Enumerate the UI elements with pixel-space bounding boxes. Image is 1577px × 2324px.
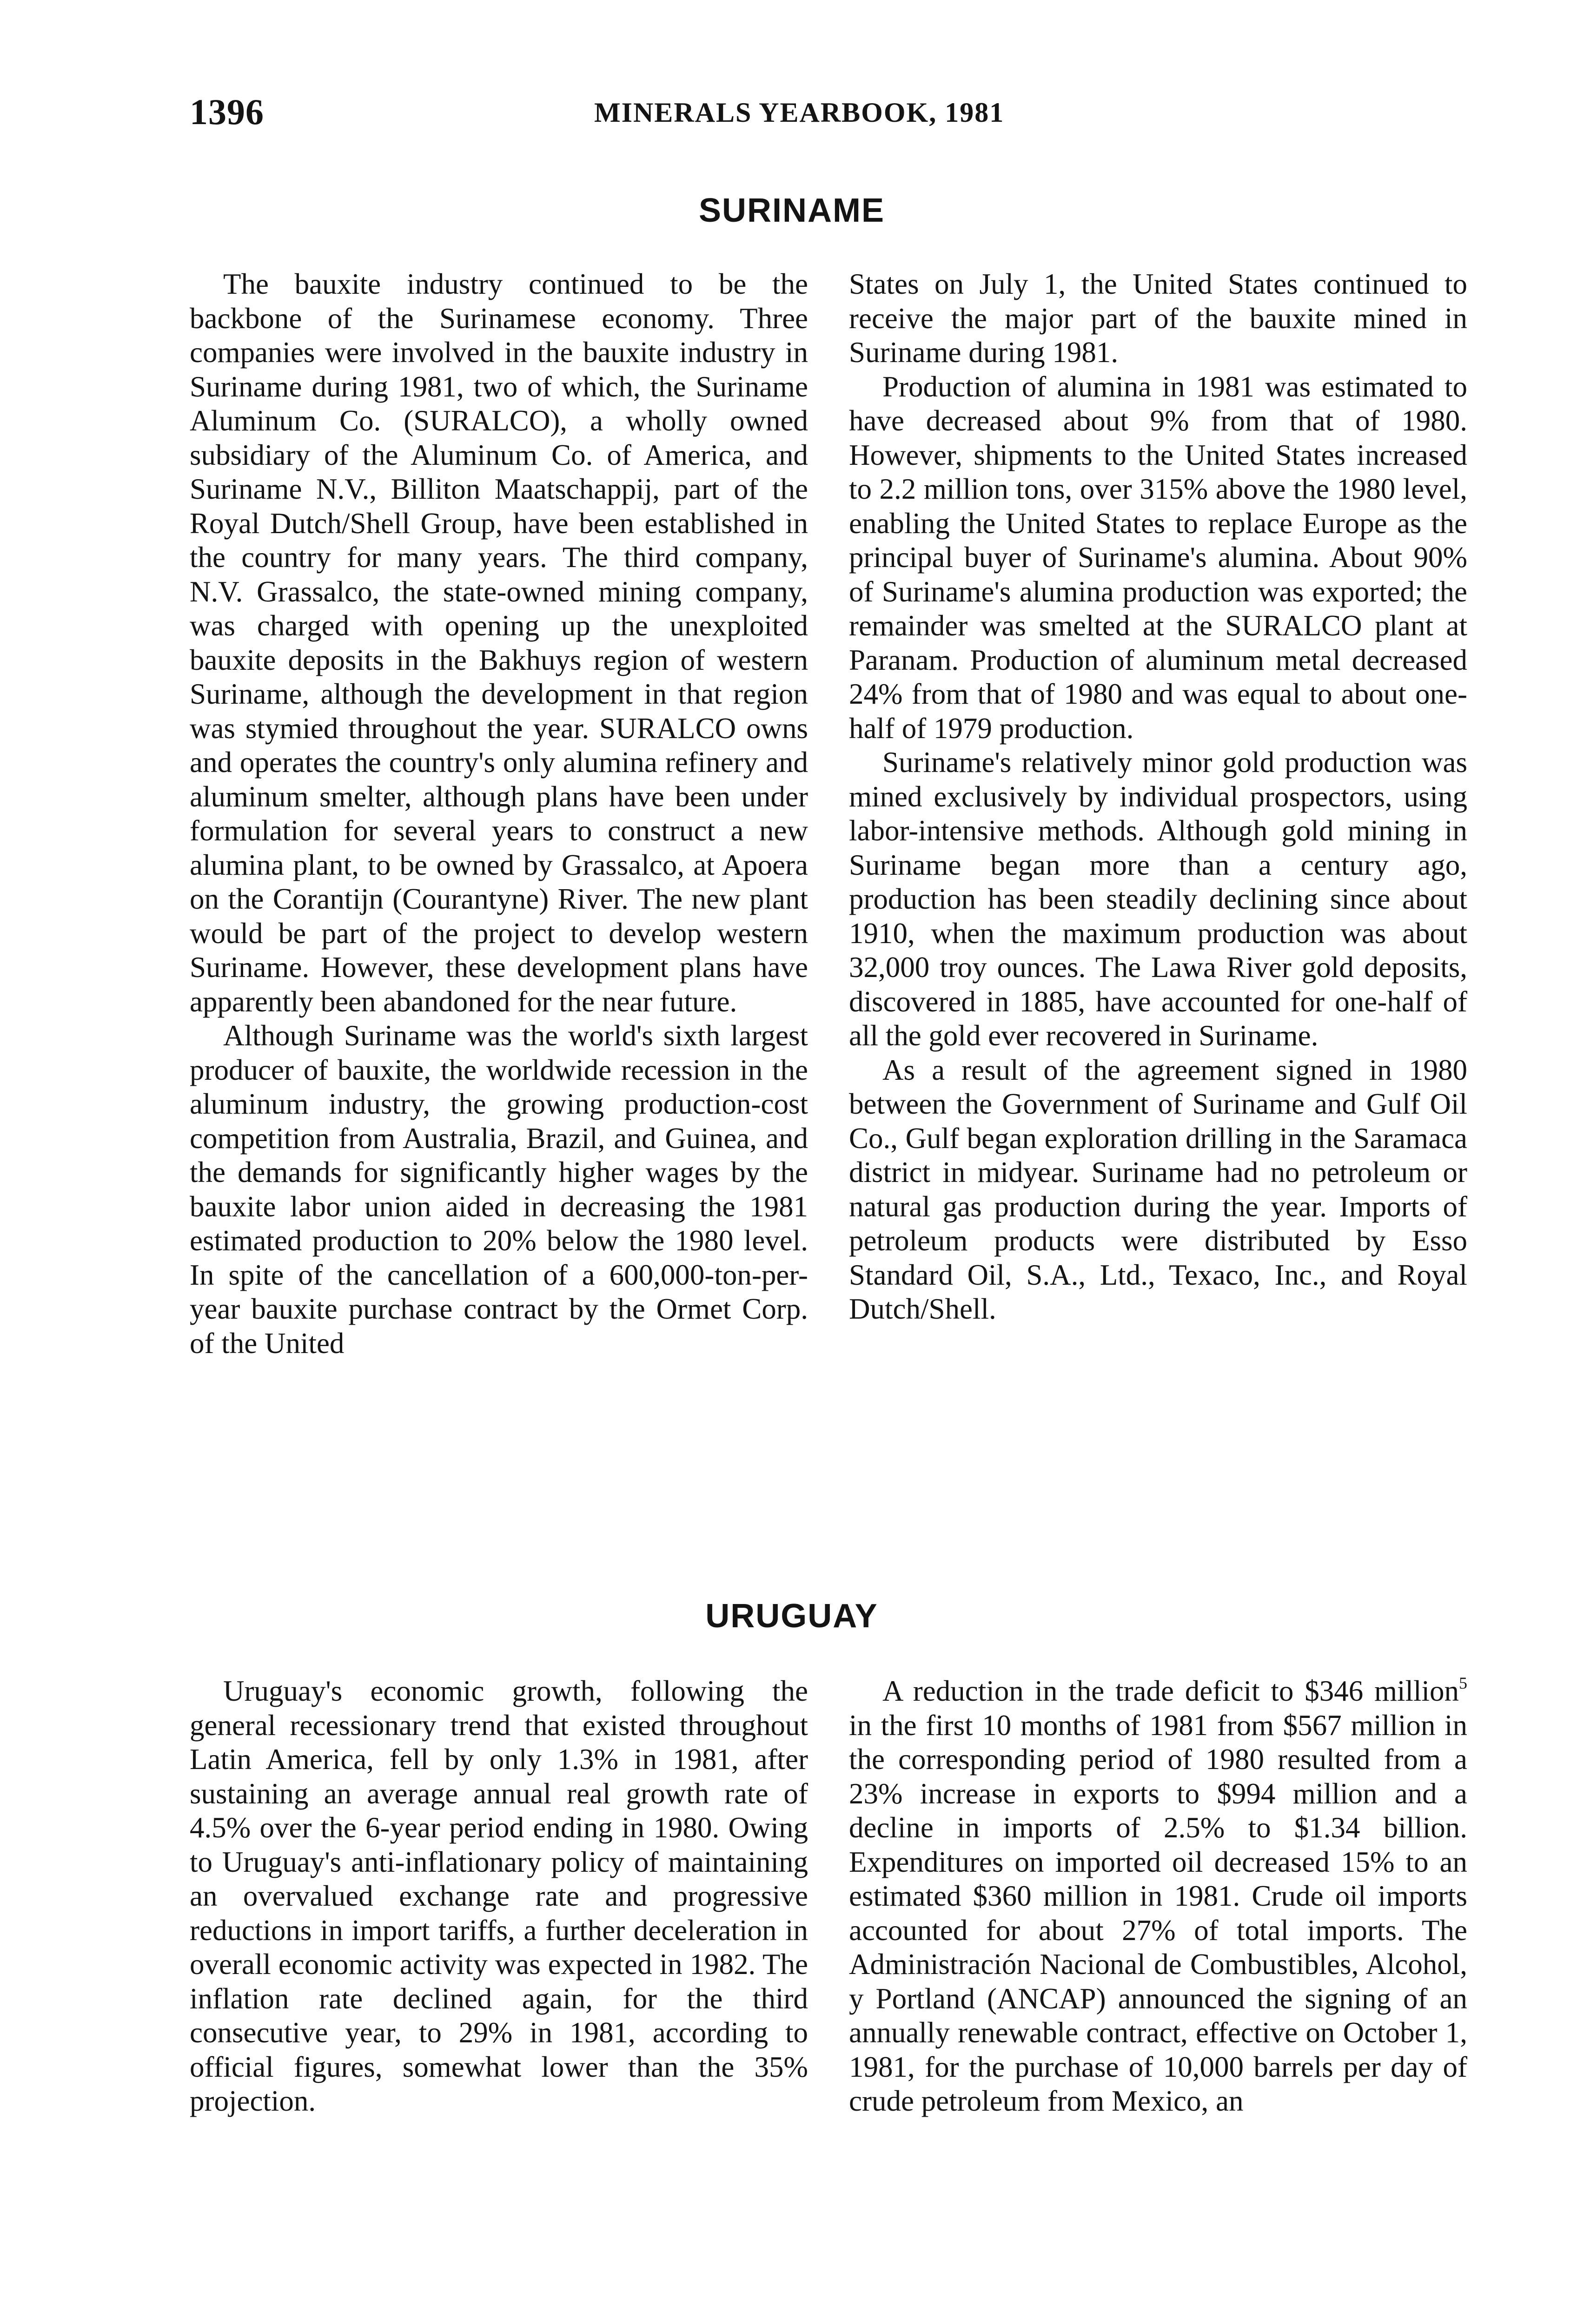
paragraph: Uruguay's economic growth, following the general recessionary trend that existed throughout Latin America, fell by only 1.3% in 1981, after sustaining an average annual real growth rate of 4.5% over the 6-year period ending in 1980. Owing to Uruguay's anti-inflationary policy of maintaining an overvalued exchange rate and progressive reductions in import tariffs, a further deceleration in overall economic activity was expected in 1982. The inflation rate declined again, for the third consecutive year, to 29% in 1981, according to official figures, somewhat lower than the 35% projection. (190, 1675, 808, 2117)
uruguay-right-column (849, 1674, 1467, 2119)
paragraph: Although Suriname was the world's sixth largest producer of bauxite, the worldwide recession in the aluminum industry, the growing production-cost competition from Australia, Brazil, and Guinea, and the demands for significantly higher wages by the bauxite labor union aided in decreasing the 1981 estimated production to 20% below the 1980 level. In spite of the cancellation of a 600,000-ton-per-year bauxite purchase contract by the Ormet Corp. of the United (190, 1019, 808, 1360)
section-heading-uruguay: URUGUAY (705, 1598, 878, 1635)
section-heading-suriname: SURINAME (698, 192, 885, 229)
running-title: MINERALS YEARBOOK, 1981 (594, 97, 1005, 128)
paragraph-lead: A reduction in the trade deficit to $346 million (882, 1675, 1459, 1707)
page-header (190, 91, 1394, 138)
paragraph: Production of alumina in 1981 was estimated to have decreased about 9% from that of 1980. However, shipments to the United States increased to 2.2 million tons, over 315% above the 1980 level, enabling the United States to replace Europe as the principal buyer of Suriname's alumina. About 90% of Suriname's alumina production was exported; the remainder was smelted at the SURALCO plant at Paranam. Production of aluminum metal decreased 24% from that of 1980 and was equal to about one-half of 1979 production. (849, 370, 1467, 745)
page-number: 1396 (190, 92, 264, 132)
suriname-right-column (849, 267, 1467, 1327)
paragraph-continuation: States on July 1, the United States continued to receive the major part of the bauxite mined in Suriname during 1981. (849, 268, 1467, 369)
paragraph: The bauxite industry continued to be the backbone of the Surinamese economy. Three companies were involved in the bauxite industry in Suriname during 1981, two of which, the Suriname Aluminum Co. (SURALCO), a wholly owned subsidiary of the Aluminum Co. of America, and Suriname N.V., Billiton Maatschappij, part of the Royal Dutch/Shell Group, have been established in the country for many years. The third company, N.V. Grassalco, the state-owned mining company, was charged with opening up the unexploited bauxite deposits in the Bakhuys region of western Suriname, although the development in that region was stymied throughout the year. SURALCO owns and operates the country's only alumina refinery and aluminum smelter, although plans have been under formulation for several years to construct a new alumina plant, to be owned by Grassalco, at Apoera on the Corantijn (Courantyne) River. The new plant would be part of the project to develop western Suriname. However, these development plans have apparently been abandoned for the near future. (190, 268, 808, 1018)
paragraph: Suriname's relatively minor gold production was mined exclusively by individual prospectors, using labor-intensive methods. Although gold mining in Suriname began more than a century ago, production has been steadily declining since about 1910, when the maximum production was about 32,000 troy ounces. The Lawa River gold deposits, discovered in 1885, have accounted for one-half of all the gold ever recovered in Suriname. (849, 746, 1467, 1052)
paragraph-rest: in the first 10 months of 1981 from $567 million in the corresponding period of 1980 resulted from a 23% increase in exports to $994 million and a decline in imports of 2.5% to $1.34 billion. Expenditures on imported oil decreased 15% to an estimated $360 million in 1981. Crude oil imports accounted for about 27% of total imports. The Administración Nacional de Combustibles, Alcohol, y Portland (ANCAP) announced the signing of an annually renewable contract, effective on October 1, 1981, for the purchase of 10,000 barrels per day of crude petroleum from Mexico, an (849, 1709, 1467, 2117)
paragraph (849, 1674, 1467, 2119)
uruguay-left-column (190, 1674, 808, 2119)
footnote-marker: 5 (1459, 1674, 1467, 1692)
suriname-left-column (190, 267, 808, 1360)
paragraph: As a result of the agreement signed in 1980 between the Government of Suriname and Gulf Oil Co., Gulf began exploration drilling in the Saramaca district in midyear. Suriname had no petroleum or natural gas production during the year. Imports of petroleum products were distributed by Esso Standard Oil, S.A., Ltd., Texaco, Inc., and Royal Dutch/Shell. (849, 1053, 1467, 1325)
